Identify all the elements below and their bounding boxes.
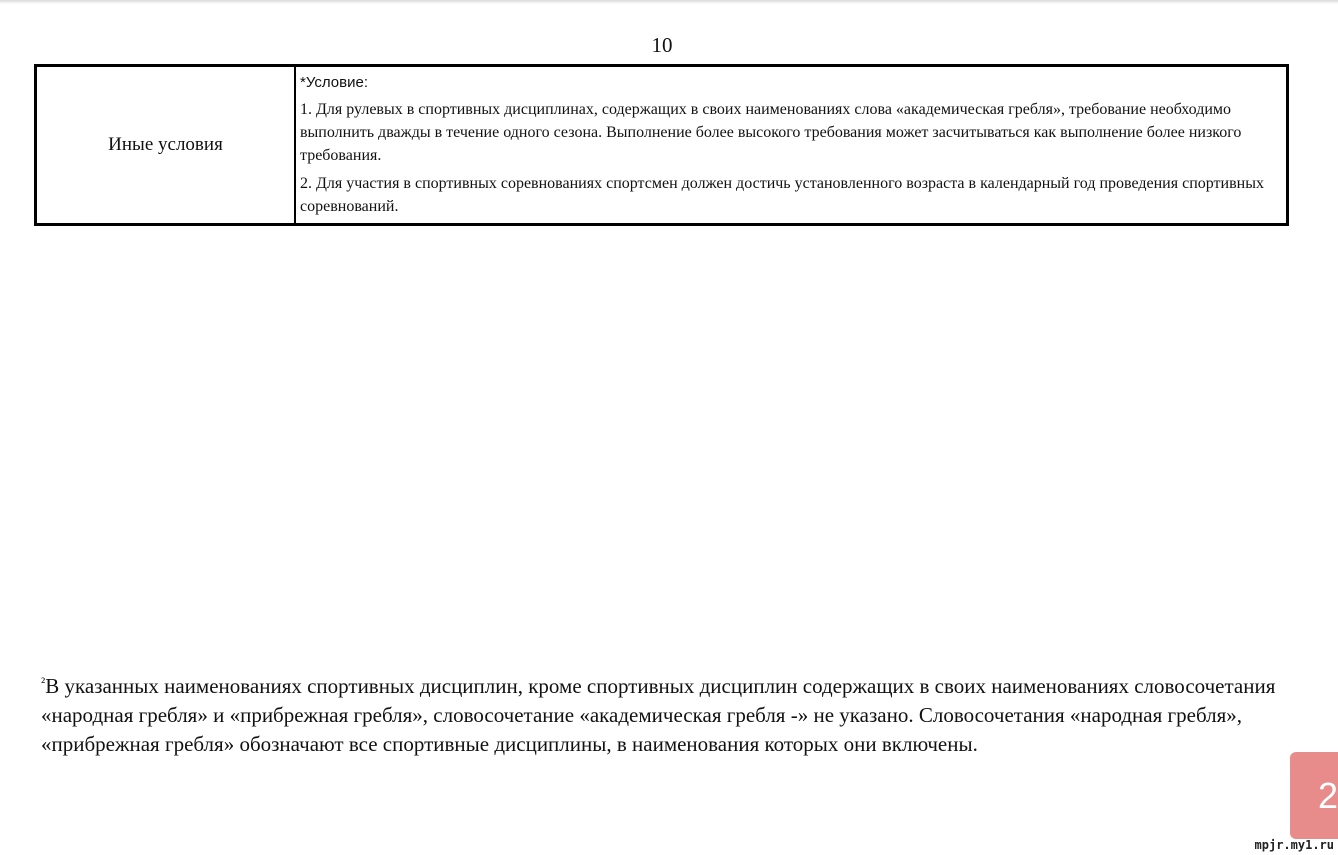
condition-item-1: 1. Для рулевых в спортивных дисциплинах, содержащих в своих наименованиях слова «академическая гребля», требование необходимо выполнить дважды в течение одного сезона. Выполнение более высокого требования может засчитываться как выполнение более низкого требования.	[300, 101, 1242, 164]
label-cell: Иные условия	[36, 66, 296, 225]
footnote-marker: ²	[41, 676, 46, 691]
site-watermark: mpjr.my1.ru	[1254, 838, 1334, 852]
page-navigation-badge[interactable]: 2	[1290, 752, 1338, 839]
table-row	[36, 66, 1288, 225]
footnote	[41, 672, 1291, 759]
content-cell	[295, 66, 1288, 225]
condition-heading: *Условие:	[300, 74, 368, 91]
condition-item-2: 2. Для участия в спортивных соревнованиях спортсмен должен достичь установленного возраста в календарный год проведения спортивных соревнований.	[300, 175, 1264, 215]
page-number: 10	[651, 33, 673, 57]
footnote-text: В указанных наименованиях спортивных дисциплин, кроме спортивных дисциплин содержащих в своих наименованиях словосочетания «народная гребля» и «прибрежная гребля», словосочетание «академическая гребля -» не указано. Словосочетания «народная гребля», «прибрежная гребля» обозначают все спортивные дисциплины, в наименования которых они включены.	[41, 674, 1276, 756]
top-edge-shadow	[0, 0, 1338, 4]
conditions-table	[34, 64, 1289, 226]
